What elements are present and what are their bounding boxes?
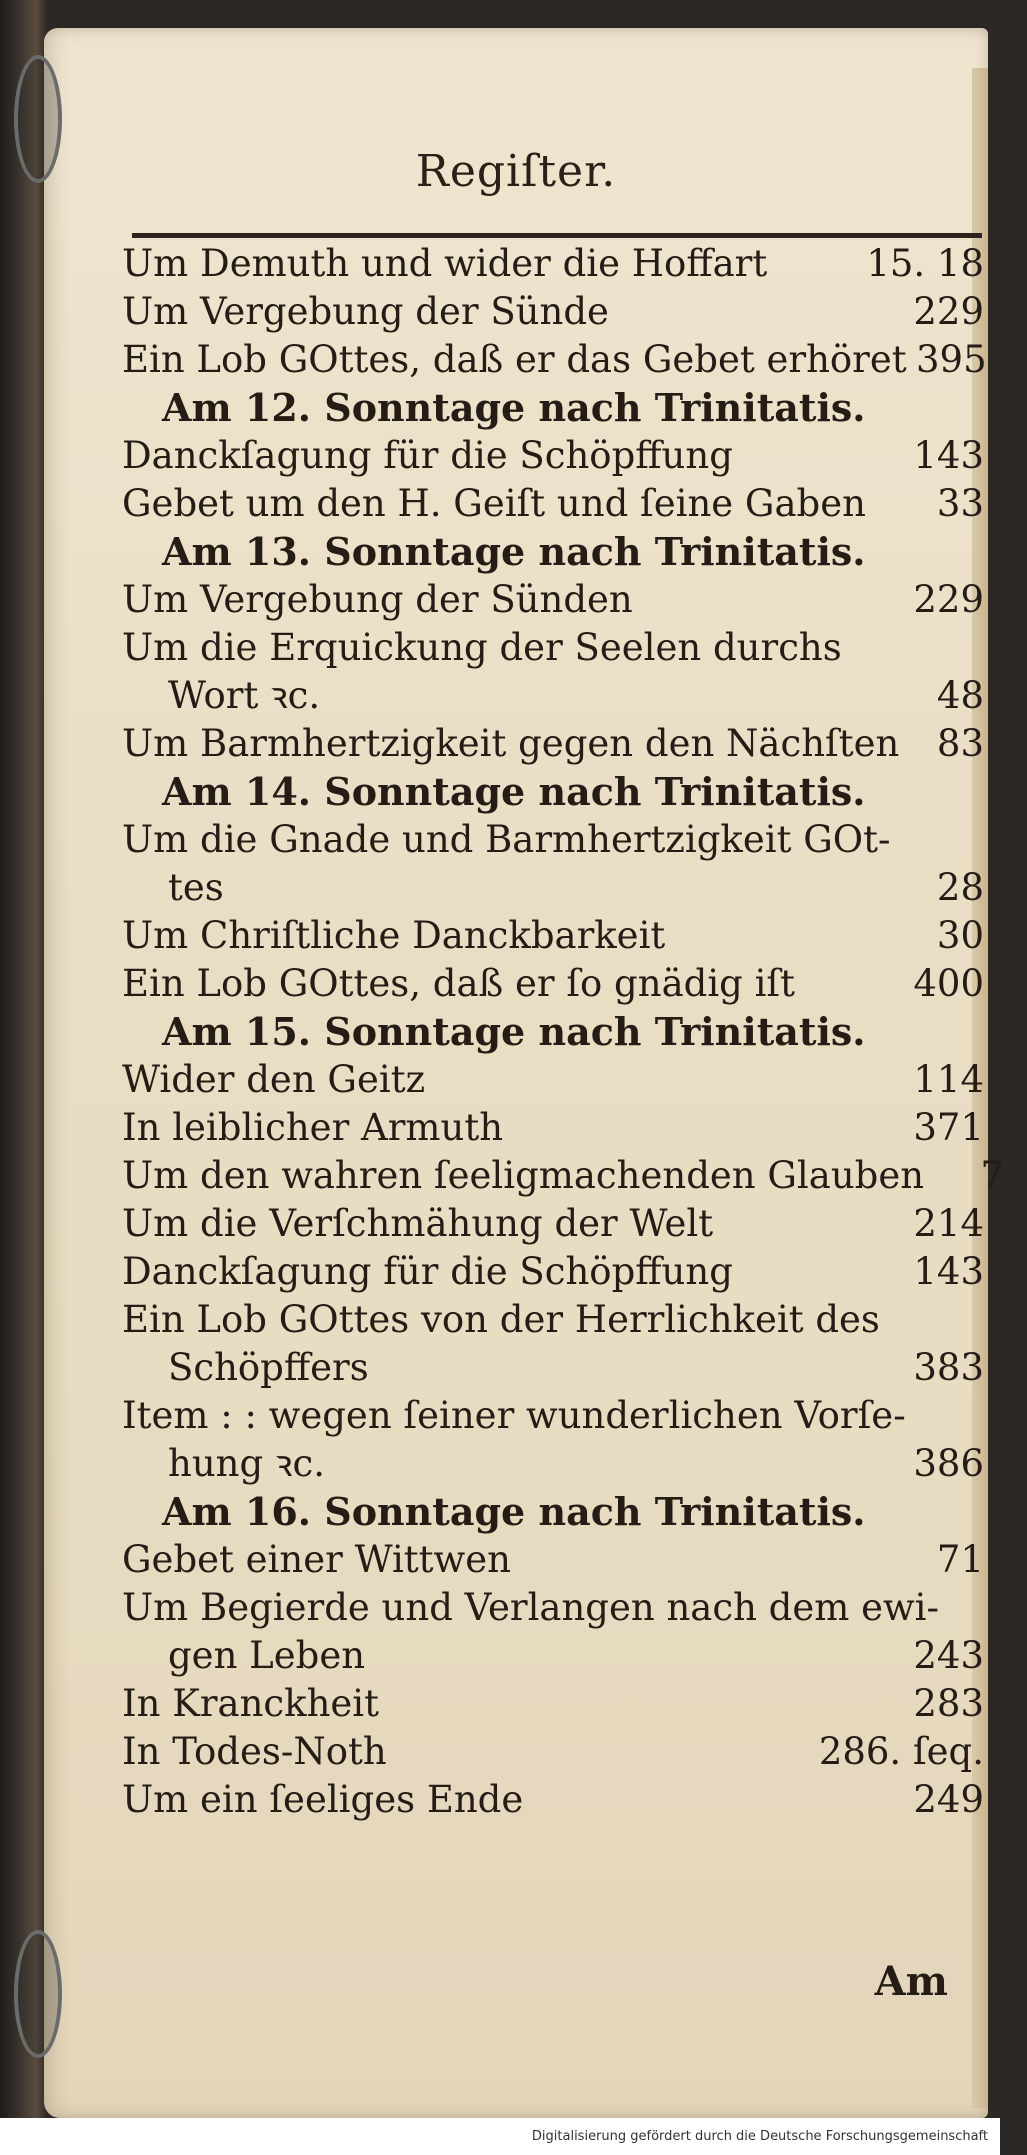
register-entry: [122, 576, 992, 624]
page-number: 283: [913, 1682, 984, 1725]
page-number: 143: [913, 1250, 984, 1293]
catchword: Am: [874, 1958, 948, 2005]
book-clip-bottom: [14, 1930, 62, 2058]
register-entry: [122, 1536, 992, 1584]
page-number: 48: [936, 674, 984, 717]
digitization-footer: Digitalisierung gefördert durch die Deutsche Forschungsgemeinschaft: [0, 2118, 1000, 2155]
page-number: 229: [913, 578, 984, 621]
register-entry: [122, 1152, 1005, 1200]
register-entry: [122, 672, 992, 720]
entry-text: In Kranckheit: [122, 1682, 379, 1725]
register-entry: [122, 1632, 992, 1680]
book-clip-top: [14, 55, 62, 183]
book-spine: [0, 0, 48, 2155]
entry-text: Gebet einer Wittwen: [122, 1538, 511, 1581]
page-number: 28: [936, 866, 984, 909]
entry-text: Danckſagung für die Schöpffung: [122, 434, 733, 477]
page-number: [904, 1296, 992, 1344]
entry-text: In leiblicher Armuth: [122, 1106, 504, 1149]
entry-text: Am 16. Sonntage nach Trinitatis.: [162, 1489, 866, 1534]
page-number: [904, 624, 992, 672]
register-entry: [122, 1104, 992, 1152]
entry-text: Am 15. Sonntage nach Trinitatis.: [162, 1009, 866, 1054]
register-entry: [122, 240, 992, 288]
page-number: 71: [936, 1538, 984, 1581]
page-number: 386: [913, 1442, 984, 1485]
entry-text: Am 14. Sonntage nach Trinitatis.: [162, 769, 866, 814]
page-number: 15. 18: [866, 242, 984, 285]
register-entry: [122, 1296, 992, 1344]
entry-text: Gebet um den H. Geiſt und ſeine Gaben: [122, 482, 866, 525]
register-entry: [122, 960, 992, 1008]
register-entry: [122, 1344, 992, 1392]
page-number: [904, 816, 992, 864]
entry-text: Ein Lob GOttes, daß er das Gebet erhöret: [122, 338, 907, 381]
page-number: 7: [980, 1154, 1005, 1197]
page-number: 249: [913, 1778, 984, 1821]
section-heading: [122, 384, 992, 432]
register-entry: [122, 816, 992, 864]
page-number: 214: [913, 1202, 984, 1245]
page-number: [939, 1584, 1027, 1632]
register-list: [122, 240, 1005, 1824]
entry-text: Um Barmhertzigkeit gegen den Nächſten: [122, 722, 900, 765]
page-header: Regiſter.: [415, 146, 617, 197]
entry-text: Um Demuth und wider die Hoffart: [122, 242, 768, 285]
register-entry: [122, 1440, 992, 1488]
page-number: 229: [913, 290, 984, 333]
page-number: 83: [936, 722, 984, 765]
page-number: 395: [916, 338, 987, 381]
page-number: 243: [913, 1634, 984, 1677]
entry-text: Danckſagung für die Schöpffung: [122, 1250, 733, 1293]
entry-text: Um Chriſtliche Danckbarkeit: [122, 914, 666, 957]
register-entry: [122, 1056, 992, 1104]
register-entry: [122, 864, 992, 912]
page-number: 383: [913, 1346, 984, 1389]
page-number: 30: [936, 914, 984, 957]
register-entry: [122, 1776, 992, 1824]
entry-text: Um den wahren ſeeligmachenden Glauben: [122, 1154, 925, 1197]
register-entry: [122, 1584, 992, 1632]
book-page: [44, 28, 1005, 2118]
page-number: [906, 1392, 994, 1440]
page-number: 400: [913, 962, 984, 1005]
register-entry: [122, 624, 992, 672]
section-heading: [122, 1008, 992, 1056]
entry-text: Um die Verſchmähung der Welt: [122, 1202, 714, 1245]
register-entry: [122, 720, 992, 768]
page-number: 143: [913, 434, 984, 477]
entry-text: In Todes-Noth: [122, 1730, 387, 1773]
entry-text: Um Begierde und Verlangen nach dem ewi-: [122, 1586, 939, 1629]
entry-text: Um Vergebung der Sünde: [122, 290, 609, 333]
register-entry: [122, 288, 992, 336]
register-entry: [122, 1680, 992, 1728]
register-entry: [122, 336, 992, 384]
entry-text: Um die Gnade und Barmhertzigkeit GOt-: [122, 818, 891, 861]
entry-text: Wort ꝛc.: [168, 674, 321, 717]
register-entry: [122, 1200, 992, 1248]
entry-text: Wider den Geitz: [122, 1058, 426, 1101]
entry-text: Schöpffers: [168, 1346, 369, 1389]
page-number: 371: [913, 1106, 984, 1149]
page-number: 33: [936, 482, 984, 525]
register-entry: [122, 1728, 992, 1776]
entry-text: Um ein ſeeliges Ende: [122, 1778, 524, 1821]
entry-text: hung ꝛc.: [168, 1442, 325, 1485]
section-heading: [122, 528, 992, 576]
entry-text: tes: [168, 866, 224, 909]
header-rule: [132, 233, 982, 238]
register-entry: [122, 1248, 992, 1296]
entry-text: Item : : wegen ſeiner wunderlichen Vorſe-: [122, 1394, 906, 1437]
register-entry: [122, 432, 992, 480]
section-heading: [122, 768, 992, 816]
entry-text: Um Vergebung der Sünden: [122, 578, 633, 621]
page-number: 286. ſeq.: [818, 1730, 984, 1773]
page-number: 114: [913, 1058, 984, 1101]
register-entry: [122, 480, 992, 528]
entry-text: Um die Erquickung der Seelen durchs: [122, 626, 842, 669]
entry-text: Am 13. Sonntage nach Trinitatis.: [162, 529, 866, 574]
register-entry: [122, 1392, 992, 1440]
entry-text: Ein Lob GOttes von der Herrlichkeit des: [122, 1298, 880, 1341]
register-entry: [122, 912, 992, 960]
entry-text: gen Leben: [168, 1634, 366, 1677]
section-heading: [122, 1488, 992, 1536]
entry-text: Ein Lob GOttes, daß er ſo gnädig iſt: [122, 962, 795, 1005]
entry-text: Am 12. Sonntage nach Trinitatis.: [162, 385, 866, 430]
